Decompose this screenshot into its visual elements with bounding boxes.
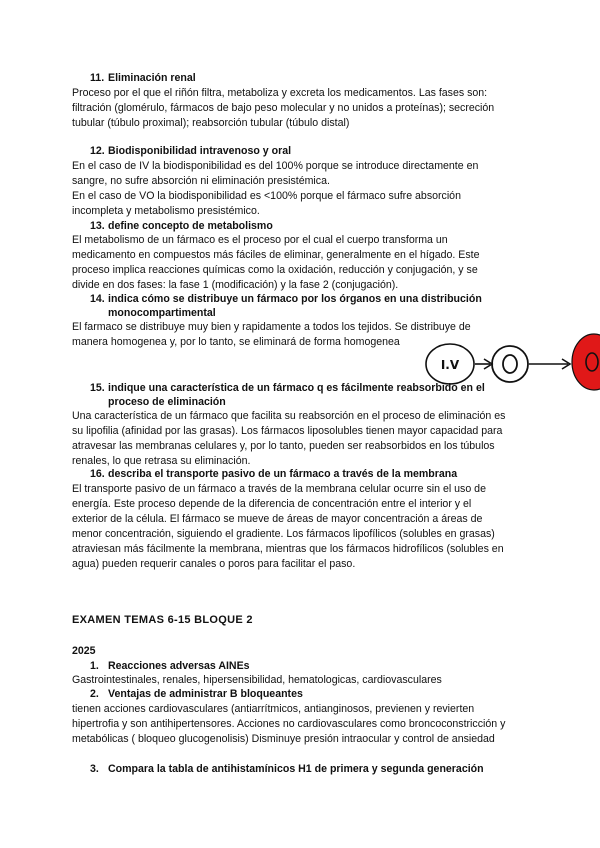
item-title: Compara la tabla de antihistamínicos H1 de primera y segunda generación xyxy=(108,763,484,775)
exam-item-1-heading xyxy=(90,659,510,673)
section-title-line: proceso de eliminación xyxy=(108,396,226,408)
exam-year: 2025 xyxy=(72,645,96,657)
section-number: 15. xyxy=(90,382,105,394)
section-number: 13. xyxy=(90,220,105,232)
body-line: Gastrointestinales, renales, hipersensibilidad, hematologicas, cardiovasculares xyxy=(72,674,442,686)
section-14-heading xyxy=(90,292,510,320)
exam-title: EXAMEN TEMAS 6-15 BLOQUE 2 xyxy=(72,614,253,626)
section-16-body xyxy=(72,482,530,572)
body-line: manera homogenea y, por lo tanto, se eliminará de forma homogenea xyxy=(72,336,400,348)
section-number: 12. xyxy=(90,145,105,157)
body-line: En el caso de IV la biodisponibilidad es del 100% porque se introduce directamente en xyxy=(72,160,479,172)
section-title: Biodisponibilidad intravenoso y oral xyxy=(108,145,292,157)
body-line: El farmaco se distribuye muy bien y rapidamente a todos los tejidos. Se distribuye de xyxy=(72,321,471,333)
section-16-heading xyxy=(90,467,510,481)
item-number: 2. xyxy=(90,688,99,700)
body-line: En el caso de VO la biodisponibilidad es <100% porque el fármaco sufre absorción xyxy=(72,190,461,202)
section-title-line: indique una característica de un fármaco q es fácilmente reabsorbido en el xyxy=(108,382,485,394)
body-line: El metabolismo de un fármaco es el proceso por el cual el cuerpo transforma un xyxy=(72,234,448,246)
body-line: renales, lo que retrasa su eliminación. xyxy=(72,455,251,467)
body-line: Proceso por el que el riñón filtra, metaboliza y excreta los medicamentos. Las fases son: xyxy=(72,87,488,99)
body-line: tienen acciones cardiovasculares (antiarrítmicos, antianginosos, previenen y revierten xyxy=(72,703,475,715)
section-15-heading xyxy=(90,381,510,409)
exam-item-3-heading xyxy=(90,762,510,776)
section-11-heading xyxy=(90,71,510,85)
iv-label: I.V xyxy=(440,358,460,372)
section-number: 11. xyxy=(90,72,105,84)
body-line: menor concentración, siguiendo el gradiente. Los fármacos lipofílicos (solubles en grasas) xyxy=(72,528,495,540)
body-line: agua) pueden requerir canales o poros para facilitar el paso. xyxy=(72,558,356,570)
section-title: Eliminación renal xyxy=(108,72,196,84)
body-line: atraviesan más fácilmente la membrana, mientras que los fármacos hidrofílicos (solubles en xyxy=(72,543,504,555)
section-title-line: indica cómo se distribuye un fármaco por los órganos en una distribución xyxy=(108,293,482,305)
body-line: su lipofilia (afinidad por las grasas). Los fármacos liposolubles tienen mayor capacidad para xyxy=(72,425,503,437)
body-line: metabólicas ( bloqueo glucogenolisis) Disminuye presión intraocular y control de ansiedad xyxy=(72,733,495,745)
exam-item-1-body xyxy=(72,673,530,688)
section-11-body xyxy=(72,86,530,131)
section-13-body xyxy=(72,233,530,293)
body-line: Una característica de un fármaco que facilita su reabsorción en el proceso de eliminación es xyxy=(72,410,506,422)
section-number: 16. xyxy=(90,468,105,480)
body-line: atravesar las membranas celulares y, por lo tanto, pueden ser reabsorbidos en los túbulos xyxy=(72,440,495,452)
section-13-heading xyxy=(90,219,510,233)
body-line: proceso implica reacciones químicas como la oxidación, reducción y conjugación, y se xyxy=(72,264,478,276)
compartment-core xyxy=(503,355,517,373)
item-title: Reacciones adversas AINEs xyxy=(108,660,250,672)
exam-item-2-body xyxy=(72,702,530,747)
body-line: energía. Este proceso depende de la diferencia de concentración entre el interior y el xyxy=(72,498,472,510)
section-15-body xyxy=(72,409,530,469)
body-line: El transporte pasivo de un fármaco a través de la membrana celular ocurre sin el uso de xyxy=(72,483,486,495)
body-line: exterior de la célula. El fármaco se mueve de áreas de mayor concentración a áreas de xyxy=(72,513,483,525)
section-title: define concepto de metabolismo xyxy=(108,220,273,232)
section-12-body xyxy=(72,159,530,219)
body-line: tubular (túbulo proximal); reabsorción tubular (túbulo distal) xyxy=(72,117,350,129)
section-title-line: monocompartimental xyxy=(108,307,216,319)
body-line: hipertrofia y son antihipertensores. Acciones no cardiovasculares como broncoconstricción y xyxy=(72,718,506,730)
item-title: Ventajas de administrar B bloqueantes xyxy=(108,688,303,700)
item-number: 3. xyxy=(90,763,99,775)
item-number: 1. xyxy=(90,660,99,672)
exam-item-2-heading xyxy=(90,687,510,701)
body-line: filtración (glomérulo, fármacos de bajo peso molecular y no unidos a proteínas); secreción xyxy=(72,102,495,114)
section-number: 14. xyxy=(90,293,105,305)
body-line: sangre, no sufre absorción ni eliminación presistémica. xyxy=(72,175,330,187)
section-12-heading xyxy=(90,144,510,158)
body-line: divide en dos fases: la fase 1 (modificación) y la fase 2 (conjugación). xyxy=(72,279,399,291)
section-title: describa el transporte pasivo de un fármaco a través de la membrana xyxy=(108,468,458,480)
body-line: incompleta y metabolismo presistémico. xyxy=(72,205,260,217)
compartment-circle xyxy=(492,346,528,382)
body-line: medicamento en compuestos más fáciles de eliminar, generalmente en el hígado. Este xyxy=(72,249,480,261)
